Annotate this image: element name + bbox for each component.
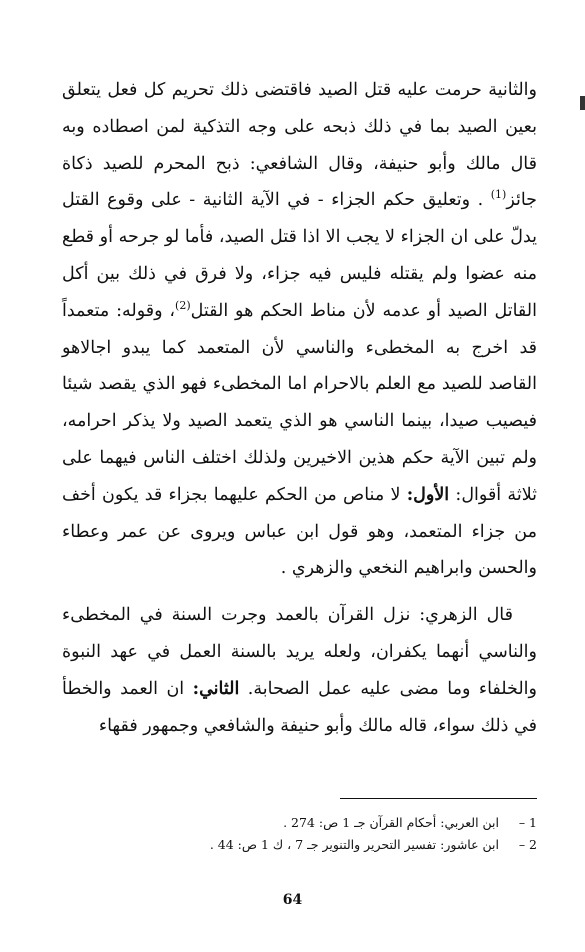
footnote-text: ابن عاشور: تفسير التحرير والتنوير جـ 7 ، ك 1 ص: 44 . xyxy=(209,837,499,852)
margin-mark xyxy=(580,96,585,110)
second-opinion-label: الثاني: xyxy=(192,678,240,699)
footnote-number: 1 – xyxy=(518,815,537,830)
paragraph-1-part-2: . وتعليق حكم الجزاء - في الآية الثانية - على وقوع القتل يدلّ على ان الجزاء لا يجب الا اذا قتل الصيد، فأما لو جرحه أو قطع منه عضوا ولم يقتله فليس فيه جزاء، ولا فرق في ذلك بين أكل القاتل الصيد أو عدمه لأن مناط الحكم هو القتل xyxy=(62,190,537,321)
footnote-ref-2: (2) xyxy=(175,298,191,312)
footnote-number: 2 – xyxy=(518,837,537,852)
footnotes xyxy=(62,812,537,856)
page-number: 64 xyxy=(282,892,303,908)
paragraph-2 xyxy=(62,597,537,744)
main-text xyxy=(62,72,537,744)
paragraph-1 xyxy=(62,72,537,587)
paragraph-1-part-1: والثانية حرمت عليه قتل الصيد فاقتضى ذلك تحريم كل فعل يتعلق بعين الصيد بما في ذلك ذبحه على وجه التذكية لمن اصطاده وبه قال مالك وأبو حنيفة، وقال الشافعي: ذبح المحرم للصيد ذكاة جائز xyxy=(62,80,537,211)
footnote-item xyxy=(62,812,537,834)
footnote-text: ابن العربي: أحكام القرآن جـ 1 ص: 274 . xyxy=(283,815,499,830)
footnote-item xyxy=(62,834,537,856)
paragraph-2-part-1: قال الزهري: نزل القرآن بالعمد وجرت السنة في المخطىء والناسي أنهما يكفران، ولعله يريد بالسنة العمل في عهد النبوة والخلفاء وما مضى عليه عمل الصحابة. xyxy=(62,605,537,699)
paragraph-2-part-2: ان العمد والخطأ في ذلك سواء، قاله مالك وأبو حنيفة والشافعي وجمهور فقهاء xyxy=(62,678,537,736)
paragraph-gap xyxy=(62,587,537,597)
footnote-divider xyxy=(340,798,537,799)
paragraph-1-part-3: ، وقوله: متعمداً قد اخرج به المخطىء والناسي لأن المتعمد كما يبدو اجالاهو القاصد للصيد مع العلم بالاحرام اما المخطىء فهو الذي يقصد شيئا فيصيب صيدا، بينما الناسي هو الذي يتعمد الصيد ولا يذكر احرامه، ولم تبين الآية حكم هذين الاخيرين ولذلك اختلف الناس فيهما على ثلاثة أقوال: xyxy=(62,300,538,505)
paragraph-1-part-4: لا مناص من الحكم عليهما بجزاء قد يكون أخف من جزاء المتعمد، وهو قول ابن عباس ويروى عن عمر وعطاء والحسن وابراهيم النخعي والزهري . xyxy=(62,484,537,579)
first-opinion-label: الأول: xyxy=(406,484,450,505)
footnote-ref-1: (1) xyxy=(490,188,507,202)
